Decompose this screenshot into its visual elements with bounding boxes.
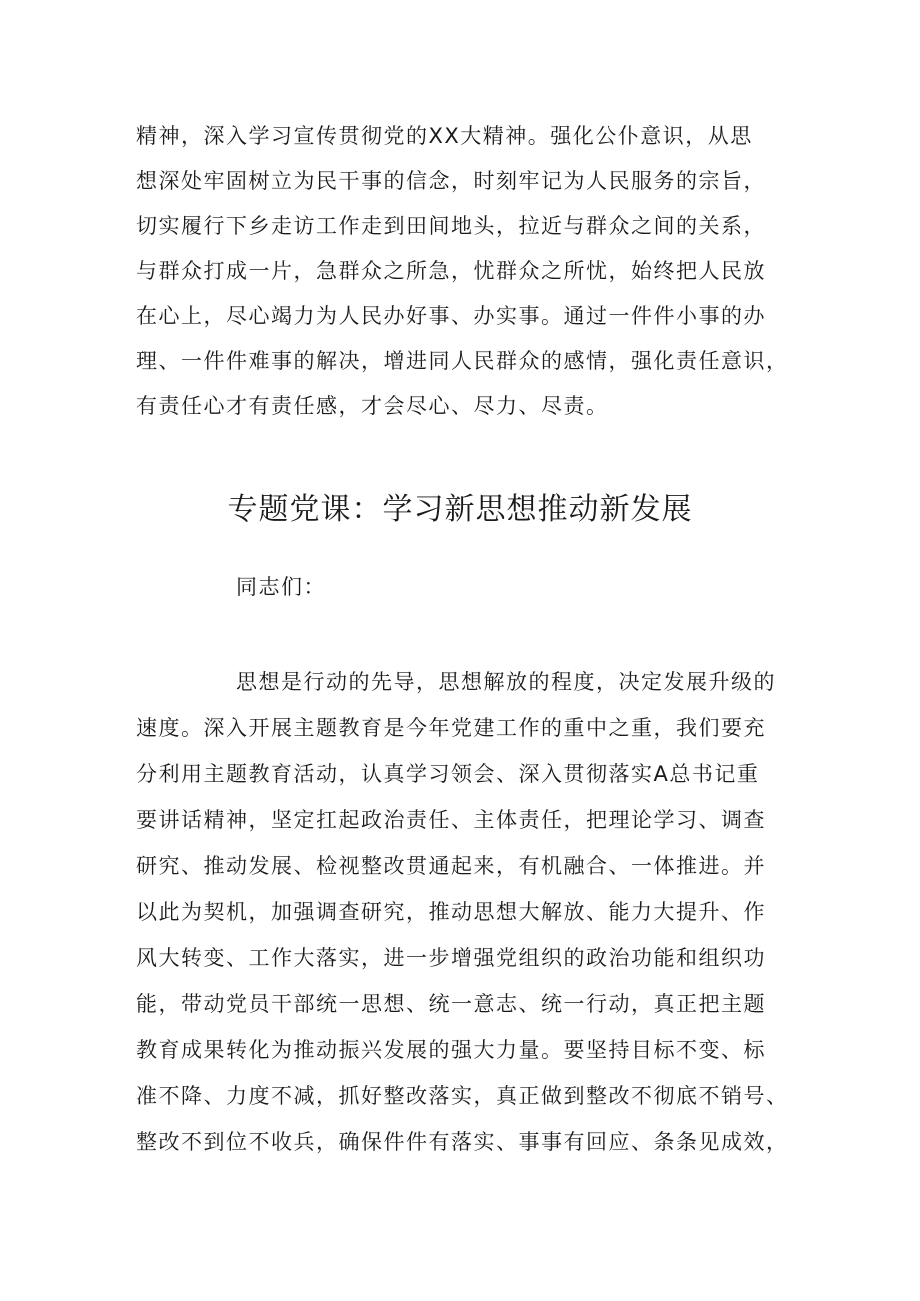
document-title: 专题党课：学习新思想推动新发展 xyxy=(227,492,693,527)
body-line-7: 风大转变、工作大落实，进一步增强党组织的政治功能和组织功 xyxy=(136,946,766,970)
body-line-9: 教育成果转化为推动振兴发展的强大力量。要坚持目标不变、标 xyxy=(136,1038,766,1062)
intro-line-4: 与群众打成一片，急群众之所急，忧群众之所忧，始终把人民放 xyxy=(136,259,766,283)
intro-line-3: 切实履行下乡走访工作走到田间地头，拉近与群众之间的关系， xyxy=(136,214,766,238)
salutation: 同志们： xyxy=(236,575,326,599)
body-line-11: 整改不到位不收兵，确保件件有落实、事事有回应、条条见成效， xyxy=(136,1130,789,1154)
intro-line-7: 有责任心才有责任感，才会尽心、尽力、尽责。 xyxy=(136,394,609,418)
body-line-8: 能，带动党员干部统一思想、统一意志、统一行动，真正把主题 xyxy=(136,992,766,1016)
intro-line-2: 想深处牢固树立为民干事的信念，时刻牢记为人民服务的宗旨， xyxy=(136,169,766,193)
body-line-10: 准不降、力度不减，抓好整改落实，真正做到整改不彻底不销号、 xyxy=(136,1084,789,1108)
body-line-1: 思想是行动的先导，思想解放的程度，决定发展升级的 xyxy=(236,670,776,694)
body-line-4: 要讲话精神，坚定扛起政治责任、主体责任，把理论学习、调查 xyxy=(136,808,766,832)
intro-line-5: 在心上，尽心竭力为人民办好事、办实事。通过一件件小事的办 xyxy=(136,304,766,328)
body-line-2: 速度。深入开展主题教育是今年党建工作的重中之重，我们要充 xyxy=(136,716,766,740)
intro-line-1: 精神，深入学习宣传贯彻党的XX大精神。强化公仆意识，从思 xyxy=(136,124,753,148)
body-line-3: 分利用主题教育活动，认真学习领会、深入贯彻落实A总书记重 xyxy=(136,762,760,786)
intro-line-6: 理、一件件难事的解决，增进同人民群众的感情，强化责任意识， xyxy=(136,349,789,373)
body-line-5: 研究、推动发展、检视整改贯通起来，有机融合、一体推进。并 xyxy=(136,854,766,878)
body-line-6: 以此为契机，加强调查研究，推动思想大解放、能力大提升、作 xyxy=(136,900,766,924)
